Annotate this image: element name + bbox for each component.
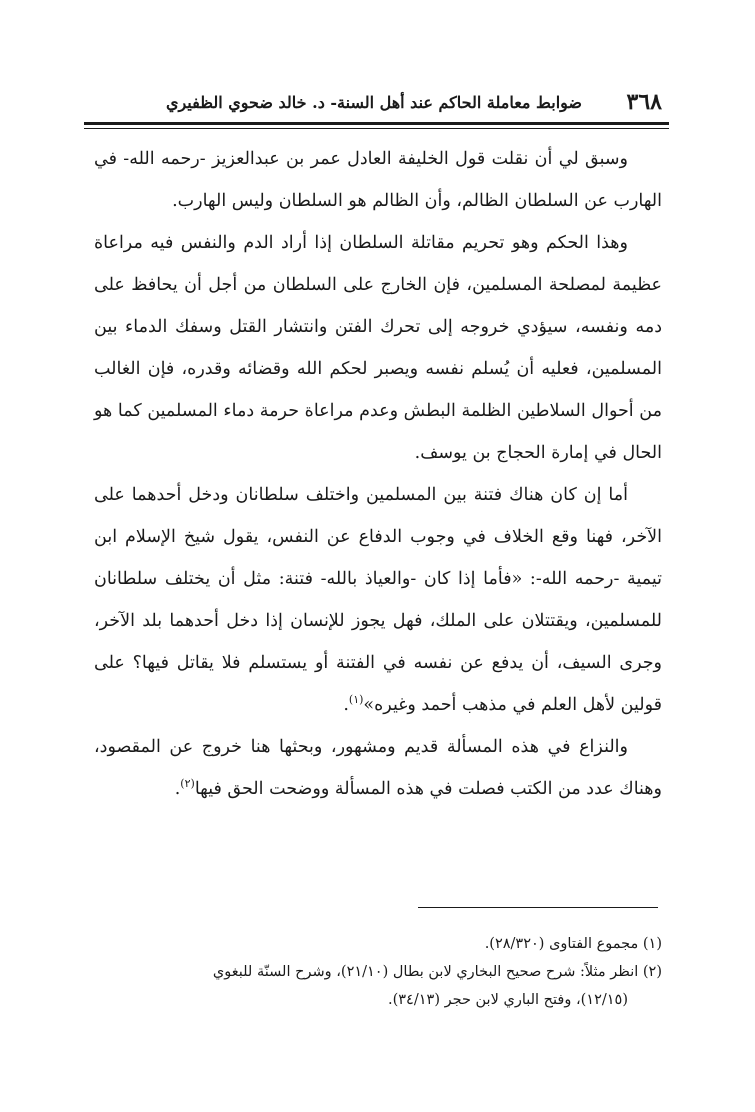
footnote-separator: [418, 907, 658, 908]
footnote-ref-1[interactable]: (١): [348, 693, 364, 707]
paragraph-1: [94, 138, 662, 222]
main-text: [94, 138, 662, 810]
footnote-1: (١) مجموع الفتاوى (٢٨/٣٢٠).: [484, 936, 662, 952]
header-rule-thick: [84, 122, 669, 125]
footnote-2: (٢) انظر مثلاً: شرح صحيح البخاري لابن بطال (٢١/١٠)، وشرح السنّة للبغوي: [212, 964, 662, 980]
paragraph-text: وهذا الحكم وهو تحريم مقاتلة السلطان إذا أراد الدم والنفس فيه مراعاة عظيمة لمصلحة المسلمين، فإن الخارج على السلطان من أجل أن يحافظ على دمه ونفسه، سيؤدي خروجه إلى تحرك الفتن وانتشار القتل وسفك الدماء بين المسلمين، فعليه أن يُسلم نفسه ويصبر لحكم الله وقضائه وقدره، فإن الغالب من أحوال السلاطين الظلمة البطش وعدم مراعاة حرمة دماء المسلمين كما هو الحال في إمارة الحجاج بن يوسف.: [94, 233, 662, 463]
paragraph-text: أما إن كان هناك فتنة بين المسلمين واختلف سلطانان ودخل أحدهما على الآخر، فهنا وقع الخلاف في وجوب الدفاع عن النفس، يقول شيخ الإسلام ابن تيمية -رحمه الله-: «فأما إذا كان -والعياذ بالله- فتنة: مثل أن يختلف سلطانان للمسلمين، ويقتتلان على الملك، فهل يجوز للإنسان إذا دخل أحدهما بلد الآخر، وجرى السيف، أن يدفع عن نفسه في الفتنة أو يستسلم فلا يقاتل فيها؟ على قولين لأهل العلم في مذهب أحمد وغيره»: [94, 485, 662, 715]
running-title: ضوابط معاملة الحاكم عند أهل السنة- د. خالد ضحوي الظفيري: [165, 93, 582, 112]
paragraph-tail: .: [174, 779, 181, 799]
paragraph-text: والنزاع في هذه المسألة قديم ومشهور، وبحثها هنا خروج عن المقصود، وهناك عدد من الكتب فصلت في هذه المسألة ووضحت الحق فيها: [94, 737, 662, 799]
paragraph-text: وسبق لي أن نقلت قول الخليفة العادل عمر بن عبدالعزيز -رحمه الله- في الهارب عن السلطان الظالم، وأن الظالم هو السلطان وليس الهارب.: [94, 149, 662, 211]
paragraph-4: [94, 726, 662, 810]
footnote-ref-2[interactable]: (٢): [180, 777, 195, 791]
footnotes: [94, 930, 662, 1014]
paragraph-tail: .: [343, 695, 349, 715]
footnote-2-continuation: (١٢/١٥)، وفتح الباري لابن حجر (٣٤/١٣).: [387, 992, 628, 1008]
header-rule-thin: [84, 128, 669, 129]
page-number: ٣٦٨: [626, 89, 662, 115]
page-header: [98, 88, 662, 118]
paragraph-2: [94, 222, 662, 474]
paragraph-3: [94, 474, 662, 726]
